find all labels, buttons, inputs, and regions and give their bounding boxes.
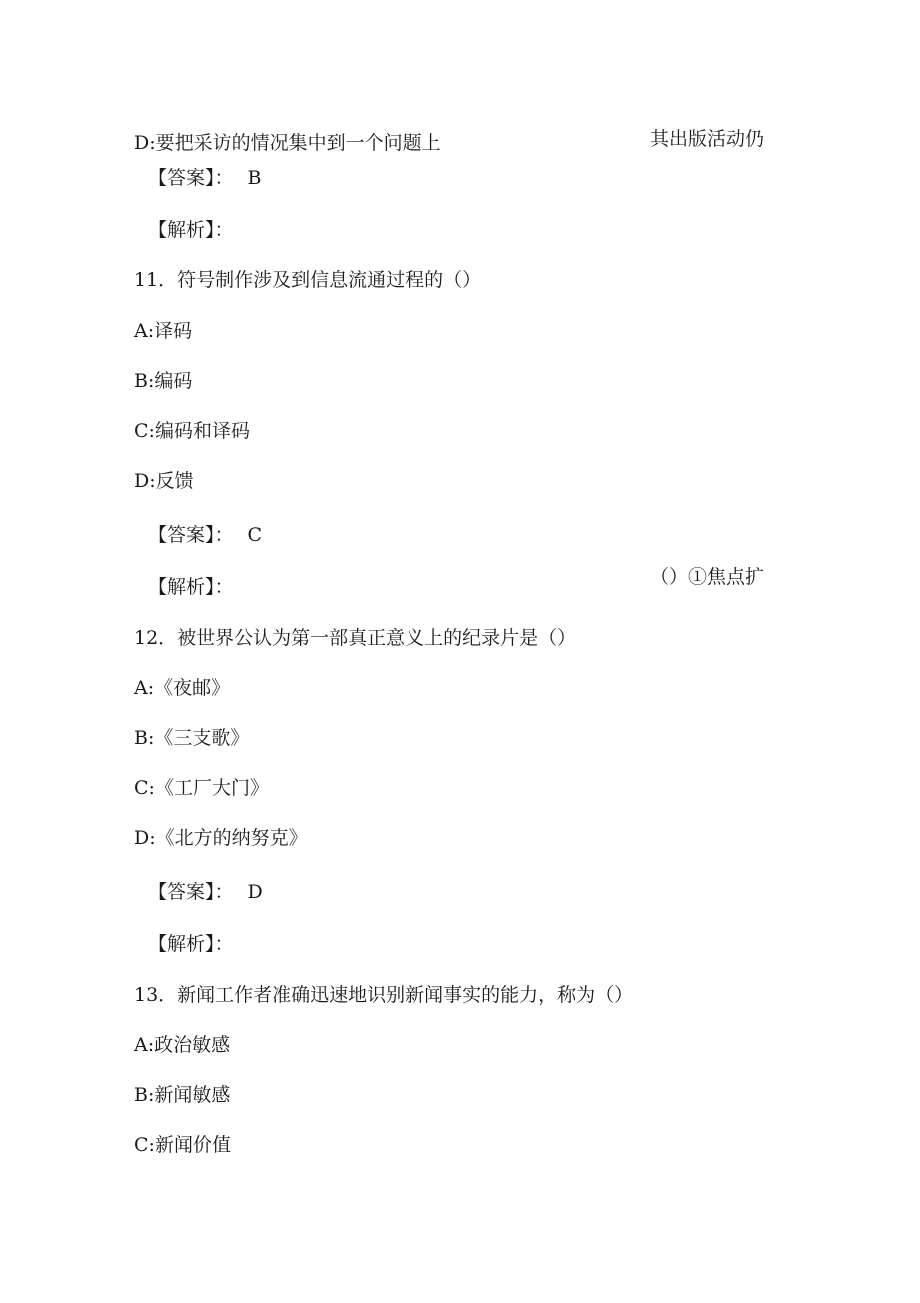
q12-analysis: 【解析】：	[148, 933, 234, 955]
q12-option-c: C:《工厂大门》	[134, 777, 269, 799]
q13-option-c: C:新闻价值	[134, 1134, 231, 1156]
q12-question: 12．被世界公认为第一部真正意义上的纪录片是（）	[134, 627, 577, 649]
q12-option-b: B:《三支歌》	[134, 727, 250, 749]
q12-option-d: D:《北方的纳努克》	[134, 827, 308, 849]
q10-answer	[148, 166, 261, 190]
q11-option-c: C:编码和译码	[134, 420, 250, 442]
side-note-middle: （）①焦点扩	[650, 566, 765, 588]
answer-value: B	[247, 167, 262, 189]
answer-label: 【答案】：	[148, 524, 234, 546]
q12-answer	[148, 880, 263, 904]
q10-option-d: D:要把采访的情况集中到一个问题上	[134, 132, 441, 154]
answer-value: C	[247, 524, 263, 546]
q11-question: 11．符号制作涉及到信息流通过程的（）	[134, 269, 482, 291]
q13-option-b: B:新闻敏感	[134, 1084, 231, 1106]
q13-option-a: A:政治敏感	[134, 1034, 231, 1056]
q13-question: 13．新闻工作者准确迅速地识别新闻事实的能力，称为（）	[134, 984, 634, 1006]
answer-label: 【答案】：	[148, 881, 234, 903]
q11-analysis: 【解析】：	[148, 576, 234, 598]
q11-option-a: A:译码	[134, 320, 193, 342]
q10-analysis: 【解析】：	[148, 219, 234, 241]
q11-option-b: B:编码	[134, 370, 193, 392]
q11-option-d: D:反馈	[134, 470, 194, 492]
answer-label: 【答案】：	[148, 167, 234, 189]
side-note-top: 其出版活动仍	[650, 128, 765, 150]
q11-answer	[148, 523, 262, 547]
answer-value: D	[247, 881, 263, 903]
q12-option-a: A:《夜邮》	[134, 677, 231, 699]
